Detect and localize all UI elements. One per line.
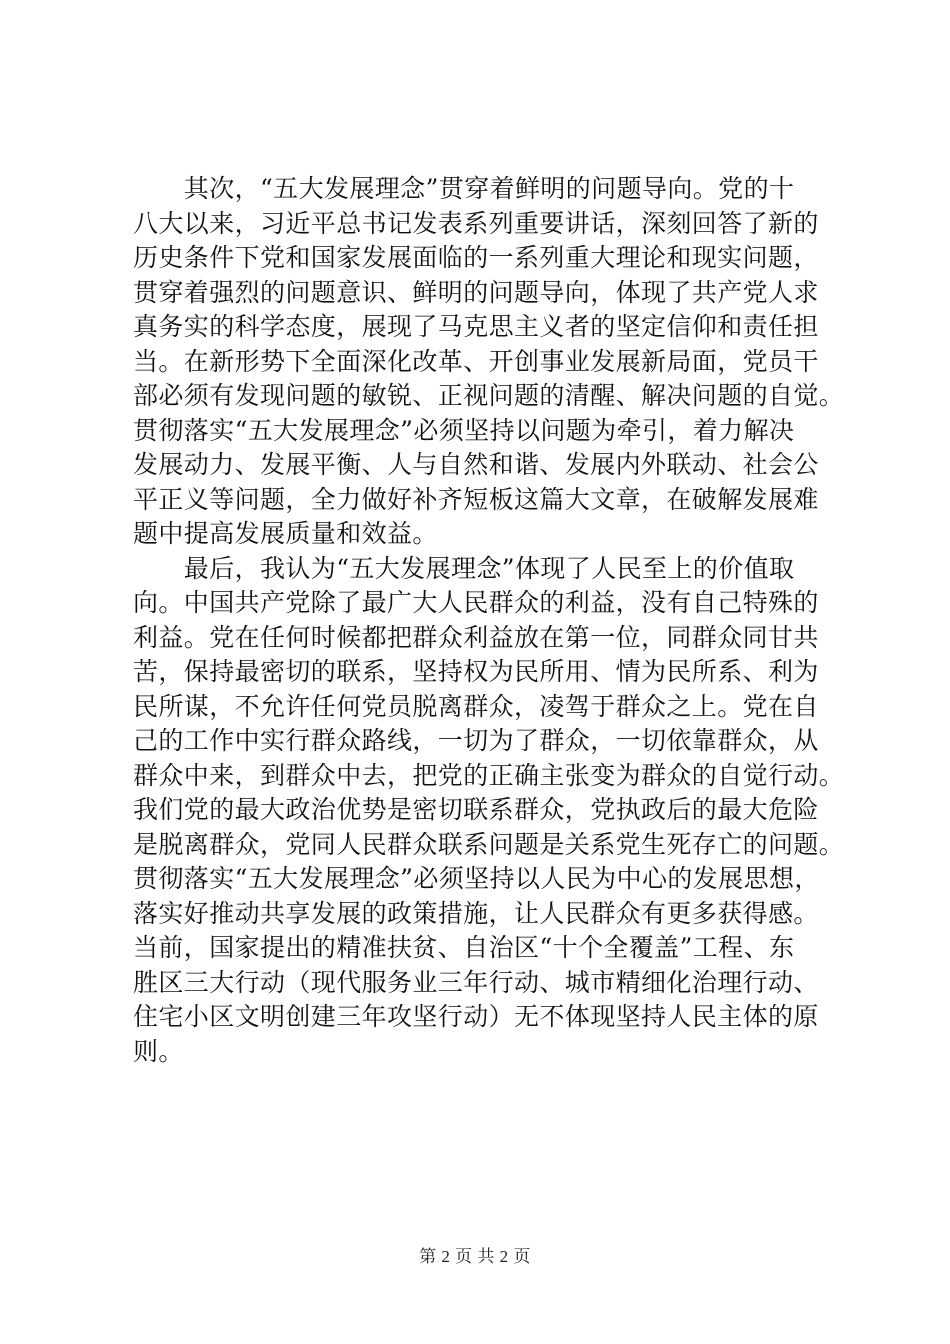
text-line: 住宅小区文明创建三年攻坚行动）无不体现坚持人民主体的原: [133, 1002, 819, 1031]
text-line: 八大以来，习近平总书记发表系列重要讲话，深刻回答了新的: [133, 208, 819, 238]
text-line: 贯穿着强烈的问题意识、鲜明的问题导向，体现了共产党人求: [133, 277, 819, 307]
text-line: 是脱离群众，党同人民群众联系问题是关系党生死存亡的问题。: [133, 829, 845, 859]
text-line: 己的工作中实行群众路线，一切为了群众，一切依靠群众，从: [133, 726, 819, 755]
page-number-footer: 第 2 页 共 2 页: [419, 1247, 531, 1266]
text-line: 平正义等问题，全力做好补齐短板这篇大文章，在破解发展难: [133, 484, 819, 514]
text-line: 发展动力、发展平衡、人与自然和谐、发展内外联动、社会公: [133, 450, 819, 479]
text-line: 利益。党在任何时候都把群众利益放在第一位，同群众同甘共: [133, 622, 819, 652]
text-line: 当。在新形势下全面深化改革、开创事业发展新局面，党员干: [133, 346, 819, 376]
text-line: 苦，保持最密切的联系，坚持权为民所用、情为民所系、利为: [133, 657, 819, 686]
text-line: 当前，国家提出的精准扶贫、自治区“十个全覆盖”工程、东: [133, 933, 795, 962]
text-line: 题中提高发展质量和效益。: [133, 519, 438, 548]
text-line: 贯彻落实“五大发展理念”必须坚持以问题为牵引，着力解决: [133, 415, 795, 445]
text-line: 则。: [133, 1036, 184, 1066]
text-line: 胜区三大行动（现代服务业三年行动、城市精细化治理行动、: [133, 967, 819, 997]
text-line: 部必须有发现问题的敏锐、正视问题的清醒、解决问题的自觉。: [133, 381, 845, 410]
text-line: 群众中来，到群众中去，把党的正确主张变为群众的自觉行动。: [133, 760, 845, 790]
text-line: 真务实的科学态度，展现了马克思主义者的坚定信仰和责任担: [133, 312, 819, 341]
text-line: 落实好推动共享发展的政策措施，让人民群众有更多获得感。: [133, 898, 819, 928]
text-line: 我们党的最大政治优势是密切联系群众，党执政后的最大危险: [133, 795, 819, 824]
body-text: [133, 172, 843, 1069]
text-line: 最后，我认为“五大发展理念”体现了人民至上的价值取: [133, 553, 795, 583]
text-line: 贯彻落实“五大发展理念”必须坚持以人民为中心的发展思想，: [133, 864, 820, 893]
text-line: 历史条件下党和国家发展面临的一系列重大理论和现实问题，: [133, 243, 819, 272]
text-line: 其次，“五大发展理念”贯穿着鲜明的问题导向。党的十: [133, 174, 795, 203]
text-line: 向。中国共产党除了最广大人民群众的利益，没有自己特殊的: [133, 588, 819, 617]
text-line: 民所谋，不允许任何党员脱离群众，凌驾于群众之上。党在自: [133, 691, 819, 721]
